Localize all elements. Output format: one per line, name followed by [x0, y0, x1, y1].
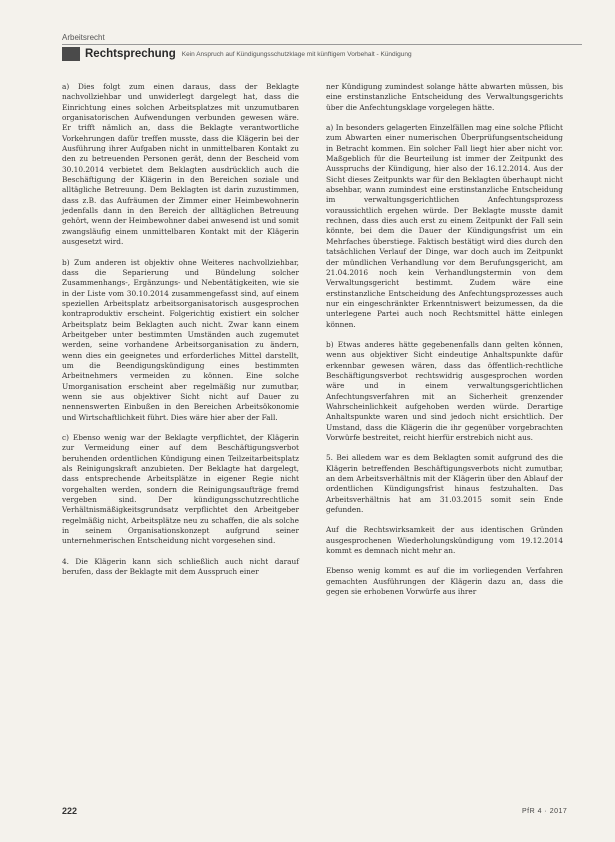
page-number: 222 [62, 806, 78, 816]
paragraph: a) Dies folgt zum einen daraus, dass der Beklagte nachvollziehbar und unwiderlegt dargelegt hat, dass die Einrichtung eines solchen Arbeitsplatzes mit unzumutbaren organisatorischen Aufwendungen verbunden gewesen wäre. Er trifft nämlich an, dass die Beklagte verantwortliche Vorkehrungen dafür treffen musste, dass die Klägerin bei der Ausführung ihrer Aufgaben nicht in unmittelbaren Kontakt zu den zu betreuenden Personen gerät, denn der Bescheid vom 30.10.2014 verbietet dem Beklagten ausdrücklich auch die Beschäftigung der Klägerin in den Bereichen soziale und alltägliche Betreuung. Dem Beklagten ist darin zuzustimmen, dass z.B. das Aufräumen der Zimmer einer Heimbewohnerin jedenfalls dann in den Bereich der alltäglichen Betreuung gehört, wenn der Heimbewohner dabei anwesend ist und somit zwangsläufig einem unmittelbaren Kontakt mit der Klägerin ausgesetzt wird. [62, 82, 299, 247]
paragraph: c) Ebenso wenig war der Beklagte verpflichtet, der Klägerin zur Vermeidung einer auf dem Beschäftigungsverbot beruhenden ordentlichen Kündigung einen Teilzeitarbeitsplatz als Reinigungskraft anzubieten. Der Beklagte hat dargelegt, dass entsprechende Arbeitsplätze in eigener Regie nicht vorgehalten werden, sondern die Reinigungsaufträge fremd vergeben sind. Der kündigungsschutzrechtliche Verhältnismäßigkeitsgrundsatz verpflichtet den Arbeitgeber regelmäßig nicht, Arbeitsplätze neu zu schaffen, die als solche in seinem Organisationskonzept aufgrund seiner unternehmerischen Entscheidung nicht vorgesehen sind. [62, 433, 299, 546]
right-column [326, 82, 563, 607]
paragraph: Auf die Rechtswirksamkeit der aus identischen Gründen ausgesprochenen Wiederholungskündigung vom 19.12.2014 kommt es demnach nicht mehr an. [326, 525, 563, 556]
paragraph: Ebenso wenig kommt es auf die im vorliegenden Verfahren gemachten Ausführungen der Klägerin dazu an, dass die gegen sie erhobenen Vorwürfe aus ihrer [326, 566, 563, 597]
section-label: Arbeitsrecht [62, 33, 105, 42]
paragraph: b) Etwas anderes hätte gegebenenfalls dann gelten können, wenn aus objektiver Sicht eindeutige Anhaltspunkte dafür erkennbar gewesen wären, dass das öffentlich-rechtliche Beschäftigungsverbot rechtswidrig ausgesprochen worden wäre und in einem verwaltungsgerichtlichen Anfechtungsverfahren mit an Sicherheit grenzender Wahrscheinlichkeit aufgehoben werden würde. Derartige Anhaltspunkte waren und sind jedoch nicht ersichtlich. Der Umstand, dass die Klägerin die ihr gegenüber vorgebrachten Vorwürfe bestreitet, reicht hierfür erstrebich nicht aus. [326, 339, 563, 442]
paragraph: ner Kündigung zumindest solange hätte abwarten müssen, bis eine erstinstanzliche Entscheidung des Verwaltungsgerichts über die Anfechtungsklage vorgelegen hätte. [326, 82, 563, 112]
paragraph: 5. Bei alledem war es dem Beklagten somit aufgrund des die Klägerin betreffenden Beschäftigungsverbots nicht zumutbar, an dem Arbeitsverhältnis mit der Klägerin über den Ablauf der ordentlichen Kündigungsfrist hinaus festzuhalten. Das Arbeitsverhältnis hat am 31.03.2015 somit sein Ende gefunden. [326, 453, 563, 515]
left-column [62, 82, 299, 587]
header-title: Rechtsprechung [85, 48, 176, 60]
header-subtitle: Kein Anspruch auf Kündigungsschutzklage mit künftigem Vorbehalt - Kündigung [181, 50, 412, 58]
paragraph: b) Zum anderen ist objektiv ohne Weiteres nachvollziehbar, dass die Separierung und Bündelung solcher Zusammenhangs-, Ergänzungs- und Nebentätigkeiten, wie sie in der Liste vom 30.10.2014 zusammengefasst sind, auf einem speziellen Arbeitsplatz arbeitsorganisatorisch ausgesprochen kontraproduktiv erscheint. Folgerichtig existiert ein solcher Arbeitsplatz beim Beklagten auch nicht. Zwar kann einem Arbeitgeber unter bestimmten Umständen auch zugemutet werden, seine vorhandene Arbeitsorganisation zu ändern, wenn dies ein geeignetes und erforderliches Mittel darstellt, um die Beendigungskündigung eines bestimmten Arbeitnehmers vermeiden zu können. Eine solche Umorganisation erscheint aber regelmäßig nur zumutbar, wenn sie aus objektiver Sicht nicht auf Dauer zu nennenswerten Einbußen in den Bereichen Arbeitsökonomie und Wirtschaftlichkeit führt. Dies wäre hier aber der Fall. [62, 257, 299, 422]
paragraph: a) In besonders gelagerten Einzelfällen mag eine solche Pflicht zum Abwarten einer numerischen Überprüfungsentscheidung in Betracht kommen. Ein solcher Fall liegt hier aber nicht vor. Maßgeblich für die Beurteilung ist immer der Zeitpunkt des Ausspruchs der Kündigung, hier also der 16.12.2014. Aus der Sicht dieses Zeitpunkts war für den Beklagten überhaupt nicht absehbar, wann zumindest eine erstinstanzliche Entscheidung im verwaltungsgerichtlichen Anfechtungsprozess voraussichtlich ergehen würde. Der Beklagte musste damit rechnen, dass dies auch erst zu einem Zeitpunkt der Fall sein könnte, bei dem die Dauer der Kündigungsfrist um ein Mehrfaches überstiege. Faktisch bestätigt wird dies durch den tatsächlichen Verlauf der Dinge, war doch auch im Zeitpunkt der mündlichen Verhandlung vor dem Berufungsgericht, am 21.04.2016 noch kein Verhandlungstermin von dem Verwaltungsgericht bestimmt. Zudem wäre eine erstinstanzliche Entscheidung des Anfechtungsprozesses auch nur ein eingeschränkter Erkenntniswert beizumessen, da die unterlegene Partei auch noch Rechtsmittel hätte einlegen können. [326, 123, 563, 329]
journal-issue: PfR 4 · 2017 [522, 808, 568, 815]
page-header [62, 46, 582, 62]
header-divider [62, 44, 582, 45]
header-marker-block [62, 47, 80, 61]
paragraph: 4. Die Klägerin kann sich schließlich auch nicht darauf berufen, dass der Beklagte mit dem Ausspruch einer [62, 556, 299, 577]
